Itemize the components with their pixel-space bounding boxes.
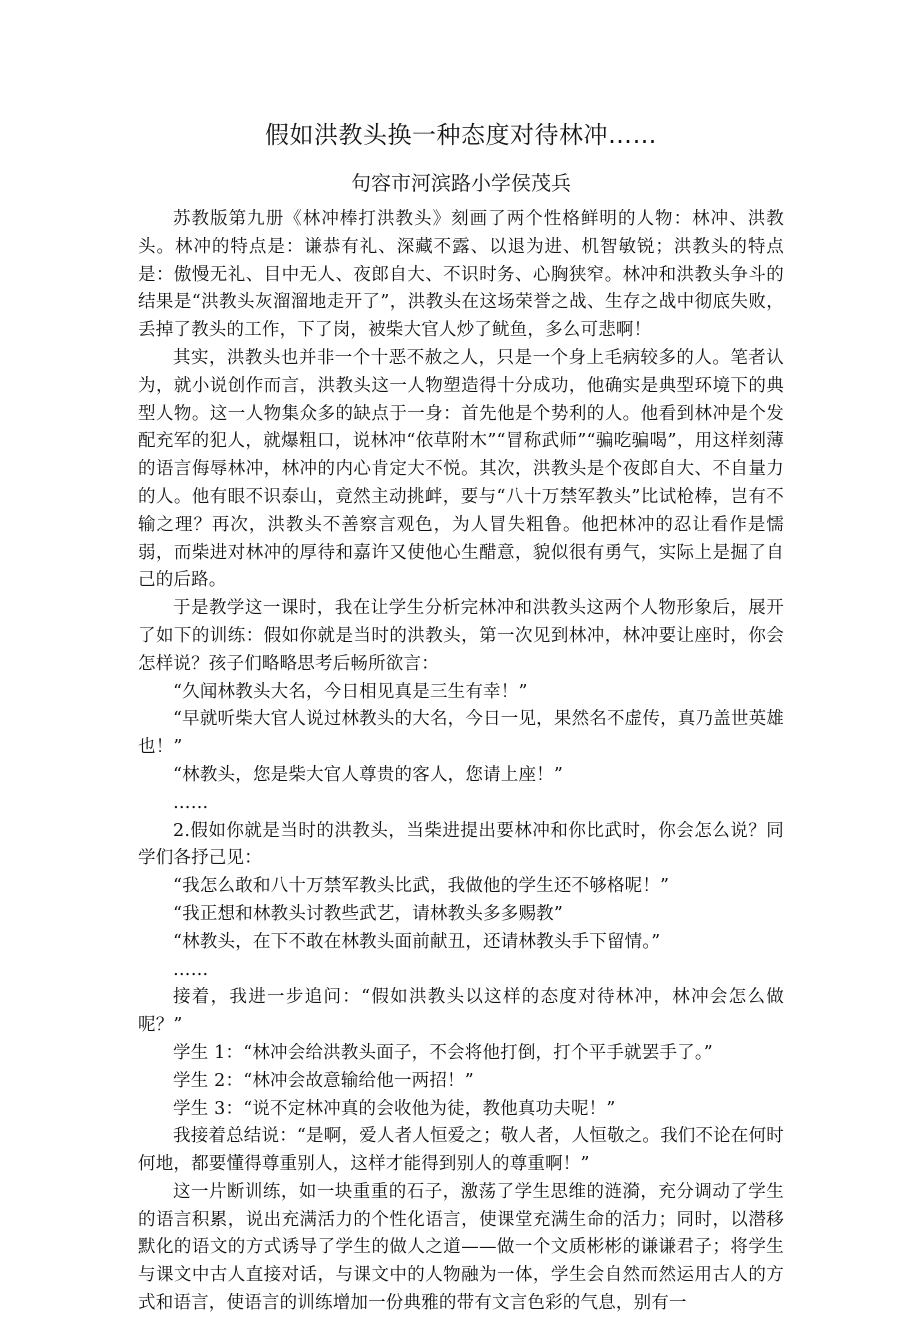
paragraph: “林教头，在下不敢在林教头面前献丑，还请林教头手下留情。” xyxy=(173,931,661,952)
paragraph: 2.假如你就是当时的洪教头，当柴进提出要林冲和你比武时，你会怎么说？同学们各抒己见： xyxy=(138,820,784,869)
paragraph: 于是教学这一课时，我在让学生分析完林冲和洪教头这两个人物形象后，展开了如下的训练：假如你就是当时的洪教头，第一次见到林冲，林冲要让座时，你会怎样说？孩子们略略思考后畅所欲言： xyxy=(138,598,784,674)
paragraph: “林教头，您是柴大官人尊贵的客人，您请上座！” xyxy=(173,764,563,785)
paragraph: “久闻林教头大名，今日相见真是三生有幸！” xyxy=(173,681,528,702)
paragraph: 接着，我进一步追问：“假如洪教头以这样的态度对待林冲，林冲会怎么做呢？” xyxy=(138,987,784,1036)
paragraph: 这一片断训练，如一块重重的石子，激荡了学生思维的涟漪，充分调动了学生的语言积累，说出充满活力的个性化语言，使课堂充满生命的活力；同时，以潜移默化的语文的方式诱导了学生的做人之道——做一个文质彬彬的谦谦君子；将学生与课文中古人直接对话，与课文中的人物融为一体，学生会自然而然运用古人的方式和语言，使语言的训练增加一份典雅的带有文言色彩的气息，别有一 xyxy=(138,1181,784,1314)
document-page xyxy=(138,0,784,1314)
document-title: 假如洪教头换一种态度对待林冲…… xyxy=(265,121,657,149)
paragraph: 学生 1：“林冲会给洪教头面子，不会将他打倒，打个平手就罢手了。” xyxy=(173,1042,713,1063)
paragraph: …… xyxy=(173,959,209,980)
paragraph: “我正想和林教头讨教些武艺，请林教头多多赐教” xyxy=(173,903,563,924)
paragraph: …… xyxy=(173,792,209,813)
paragraph: 其实，洪教头也并非一个十恶不赦之人，只是一个身上毛病较多的人。笔者认为，就小说创作而言，洪教头这一人物塑造得十分成功，他确实是典型环境下的典型人物。这一人物集众多的缺点于一身：首先他是个势利的人。他看到林冲是个发配充军的犯人，就爆粗口，说林冲“依草附木”“冒称武师”“骗吃骗喝”，用这样刻薄的语言侮辱林冲，林冲的内心肯定大不悦。其次，洪教头是个夜郎自大、不自量力的人。他有眼不识泰山，竟然主动挑衅，要与“八十万禁军教头”比试枪棒，岂有不输之理？再次，洪教头不善察言观色，为人冒失粗鲁。他把林冲的忍让看作是懦弱，而柴进对林冲的厚待和嘉许又使他心生醋意，貌似很有勇气，实际上是掘了自己的后路。 xyxy=(138,347,784,591)
document-body xyxy=(138,206,784,1318)
paragraph: 学生 2：“林冲会故意输给他一两招！” xyxy=(173,1070,474,1091)
paragraph: 学生 3：“说不定林冲真的会收他为徒，教他真功夫呢！” xyxy=(173,1098,616,1119)
paragraph: “我怎么敢和八十万禁军教头比武，我做他的学生还不够格呢！” xyxy=(173,876,670,897)
paragraph: “早就听柴大官人说过林教头的大名，今日一见，果然名不虚传，真乃盖世英雄也！” xyxy=(138,709,784,758)
paragraph: 苏教版第九册《林冲棒打洪教头》刻画了两个性格鲜明的人物：林冲、洪教头。林冲的特点是：谦恭有礼、深藏不露、以退为进、机智敏锐；洪教头的特点是：傲慢无礼、目中无人、夜郎自大、不识时务、心胸狭窄。林冲和洪教头争斗的结果是“洪教头灰溜溜地走开了”，洪教头在这场荣誉之战、生存之战中彻底失败，丢掉了教头的工作，下了岗，被柴大官人炒了鱿鱼，多么可悲啊！ xyxy=(138,209,784,341)
paragraph: 我接着总结说：“是啊，爱人者人恒爱之；敬人者，人恒敬之。我们不论在何时何地，都要懂得尊重别人，这样才能得到别人的尊重啊！” xyxy=(138,1126,784,1175)
document-author: 句容市河滨路小学侯茂兵 xyxy=(351,171,571,195)
